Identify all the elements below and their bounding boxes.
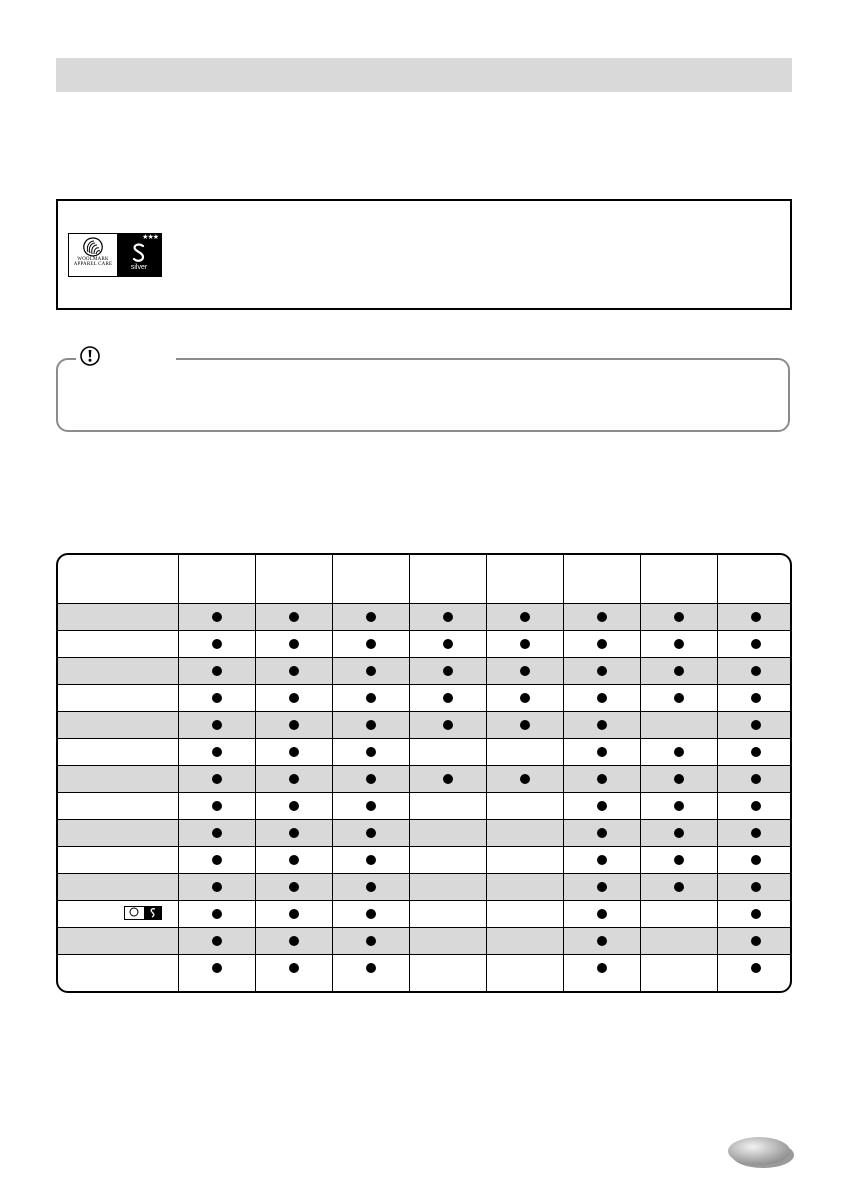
check-dot — [597, 828, 607, 838]
check-dot — [597, 963, 607, 973]
check-dot — [289, 936, 299, 946]
check-dot — [751, 801, 761, 811]
check-dot — [751, 855, 761, 865]
check-dot — [212, 693, 222, 703]
column-divider — [178, 555, 179, 991]
check-dot — [751, 909, 761, 919]
check-dot — [443, 720, 453, 730]
woolmark-small-icon — [124, 906, 162, 925]
check-dot — [597, 666, 607, 676]
page-number-badge — [726, 1133, 796, 1171]
check-dot — [520, 693, 530, 703]
check-dot — [212, 774, 222, 784]
check-dot — [289, 774, 299, 784]
check-dot — [366, 855, 376, 865]
woolmark-sub-text: APPAREL CARE — [73, 262, 113, 267]
check-dot — [212, 909, 222, 919]
table-header-row — [58, 555, 790, 603]
check-dot — [674, 747, 684, 757]
check-dot — [751, 747, 761, 757]
check-dot — [289, 909, 299, 919]
column-divider — [486, 555, 487, 991]
woolmark-brand-text: WOOLMARK — [77, 257, 109, 262]
check-dot — [674, 612, 684, 622]
table-row — [58, 765, 790, 792]
column-divider — [563, 555, 564, 991]
check-dot — [597, 909, 607, 919]
check-dot — [212, 882, 222, 892]
check-dot — [751, 639, 761, 649]
check-dot — [443, 774, 453, 784]
check-dot — [289, 612, 299, 622]
table-row — [58, 603, 790, 630]
table-row — [58, 846, 790, 873]
check-dot — [289, 639, 299, 649]
check-dot — [520, 720, 530, 730]
silver-s-icon — [131, 243, 147, 263]
check-dot — [366, 801, 376, 811]
check-dot — [212, 747, 222, 757]
check-dot — [597, 747, 607, 757]
check-dot — [212, 855, 222, 865]
check-dot — [674, 639, 684, 649]
check-dot — [597, 693, 607, 703]
woolmark-info-box — [56, 199, 792, 310]
check-dot — [597, 774, 607, 784]
check-dot — [366, 747, 376, 757]
check-dot — [212, 612, 222, 622]
woolmark-logo — [68, 233, 162, 277]
check-dot — [366, 693, 376, 703]
check-dot — [212, 801, 222, 811]
check-dot — [289, 882, 299, 892]
check-dot — [366, 882, 376, 892]
check-dot — [289, 693, 299, 703]
check-dot — [366, 612, 376, 622]
check-dot — [597, 882, 607, 892]
check-dot — [366, 720, 376, 730]
table-row — [58, 792, 790, 819]
check-dot — [212, 639, 222, 649]
check-dot — [289, 720, 299, 730]
column-divider — [717, 555, 718, 991]
check-dot — [366, 639, 376, 649]
table-row — [58, 684, 790, 711]
caution-icon — [80, 346, 100, 366]
column-divider — [640, 555, 641, 991]
check-dot — [366, 936, 376, 946]
check-dot — [443, 639, 453, 649]
check-dot — [520, 639, 530, 649]
check-dot — [597, 612, 607, 622]
column-divider — [255, 555, 256, 991]
table-row — [58, 873, 790, 900]
check-dot — [289, 855, 299, 865]
check-dot — [674, 693, 684, 703]
check-dot — [212, 666, 222, 676]
check-dot — [751, 963, 761, 973]
check-dot — [674, 882, 684, 892]
check-dot — [674, 855, 684, 865]
table-row — [58, 954, 790, 981]
check-dot — [674, 666, 684, 676]
wool-ball-icon — [82, 237, 104, 257]
check-dot — [443, 612, 453, 622]
check-dot — [674, 828, 684, 838]
check-dot — [212, 828, 222, 838]
check-dot — [520, 666, 530, 676]
check-dot — [212, 963, 222, 973]
check-dot — [366, 909, 376, 919]
note-box — [56, 358, 790, 432]
check-dot — [751, 828, 761, 838]
check-dot — [289, 666, 299, 676]
table-row — [58, 630, 790, 657]
column-divider — [332, 555, 333, 991]
check-dot — [674, 774, 684, 784]
table-row — [58, 711, 790, 738]
check-dot — [366, 666, 376, 676]
woolmark-stars: ★★★ — [142, 234, 158, 241]
check-dot — [443, 693, 453, 703]
check-dot — [520, 774, 530, 784]
column-divider — [409, 555, 410, 991]
check-dot — [751, 720, 761, 730]
check-dot — [289, 747, 299, 757]
table-row — [58, 738, 790, 765]
check-dot — [366, 963, 376, 973]
woolmark-grade-label: silver — [130, 264, 148, 271]
table-row — [58, 900, 790, 927]
check-dot — [674, 801, 684, 811]
check-dot — [597, 720, 607, 730]
table-row — [58, 657, 790, 684]
check-dot — [212, 936, 222, 946]
check-dot — [289, 801, 299, 811]
check-dot — [366, 828, 376, 838]
check-dot — [443, 666, 453, 676]
check-dot — [751, 693, 761, 703]
check-dot — [212, 720, 222, 730]
check-dot — [751, 612, 761, 622]
check-dot — [751, 936, 761, 946]
table-row — [58, 927, 790, 954]
check-dot — [751, 882, 761, 892]
check-dot — [751, 666, 761, 676]
check-dot — [751, 774, 761, 784]
check-dot — [289, 828, 299, 838]
check-dot — [366, 774, 376, 784]
check-dot — [520, 612, 530, 622]
check-dot — [289, 963, 299, 973]
check-dot — [597, 639, 607, 649]
section-header-bar — [56, 58, 792, 92]
check-dot — [597, 855, 607, 865]
program-option-table — [56, 553, 792, 993]
check-dot — [597, 801, 607, 811]
check-dot — [597, 936, 607, 946]
table-row — [58, 819, 790, 846]
